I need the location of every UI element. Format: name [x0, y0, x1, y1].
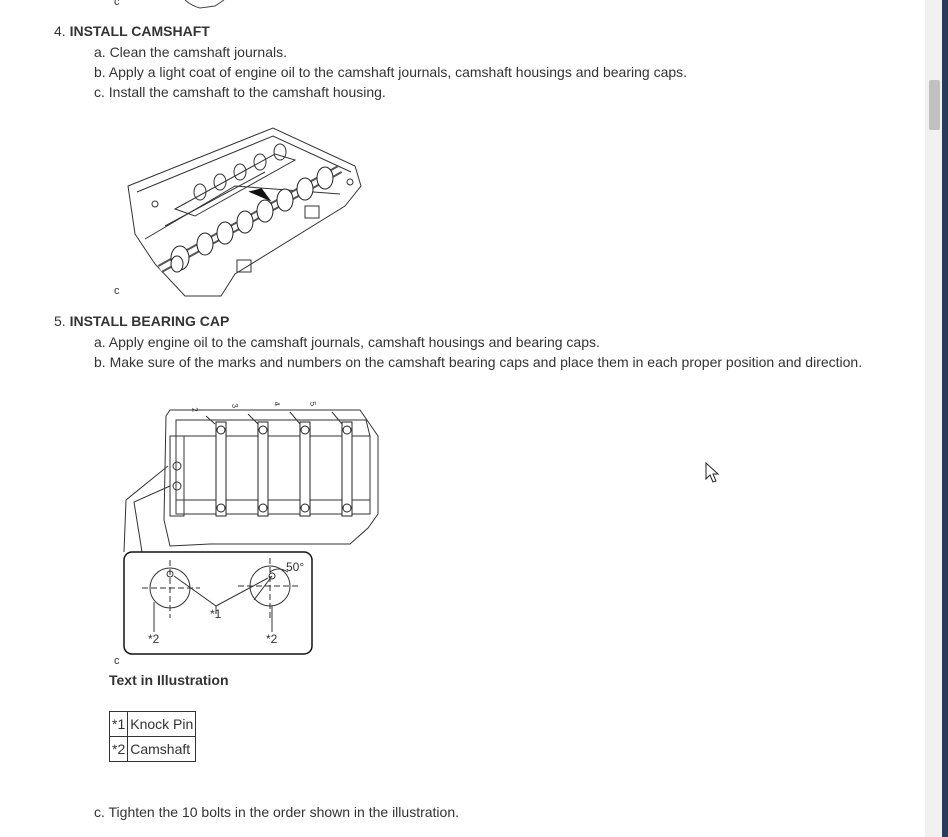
bearing-cap-illustration: [120, 396, 388, 658]
step-5-number: 5.: [54, 313, 66, 329]
legend-key: *2: [110, 737, 128, 762]
top-figure-remnant: [180, 0, 230, 10]
step-4a: a. Clean the camshaft journals.: [94, 44, 287, 60]
step-5-title: INSTALL BEARING CAP: [69, 313, 230, 329]
cap-number-3: 3: [230, 402, 240, 409]
top-figure-caption: c: [114, 0, 120, 8]
mouse-pointer-icon: [705, 462, 721, 484]
step-4-heading: [54, 23, 210, 39]
step-5b: b. Make sure of the marks and numbers on the camshaft bearing caps and place them in each proper position and direction.: [94, 354, 863, 370]
step-4-number: 4.: [54, 23, 66, 39]
step-4c: c. Install the camshaft to the camshaft housing.: [94, 84, 386, 100]
knock-pin-label: *1: [210, 607, 222, 621]
step-4-title: INSTALL CAMSHAFT: [69, 23, 210, 39]
camshaft-label-right: *2: [266, 632, 278, 646]
step-5-heading: [54, 313, 229, 329]
legend-label: Knock Pin: [128, 712, 196, 737]
legend-key: *1: [110, 712, 128, 737]
cap-number-4: 4: [272, 400, 282, 407]
cap-number-2: 2: [190, 406, 200, 413]
camshaft-install-illustration: [125, 124, 367, 298]
table-row: [110, 712, 196, 737]
illustration-legend-table: [109, 711, 196, 762]
table-row: [110, 737, 196, 762]
step-4b: b. Apply a light coat of engine oil to the camshaft journals, camshaft housings and bearing caps.: [94, 64, 688, 80]
window-edge: [942, 0, 948, 837]
legend-label: Camshaft: [128, 737, 196, 762]
camshaft-label-left: *2: [148, 632, 160, 646]
angle-label: 50°: [286, 560, 305, 574]
step-4-figure-caption: c: [114, 285, 120, 297]
illustration-text-heading: Text in Illustration: [109, 672, 229, 688]
step-5a: a. Apply engine oil to the camshaft journals, camshaft housings and bearing caps.: [94, 334, 600, 350]
step-5-figure-caption: c: [114, 655, 120, 667]
cap-number-5: 5: [308, 400, 318, 407]
step-5c: c. Tighten the 10 bolts in the order shown in the illustration.: [94, 804, 459, 820]
scrollbar-thumb[interactable]: [929, 80, 940, 130]
